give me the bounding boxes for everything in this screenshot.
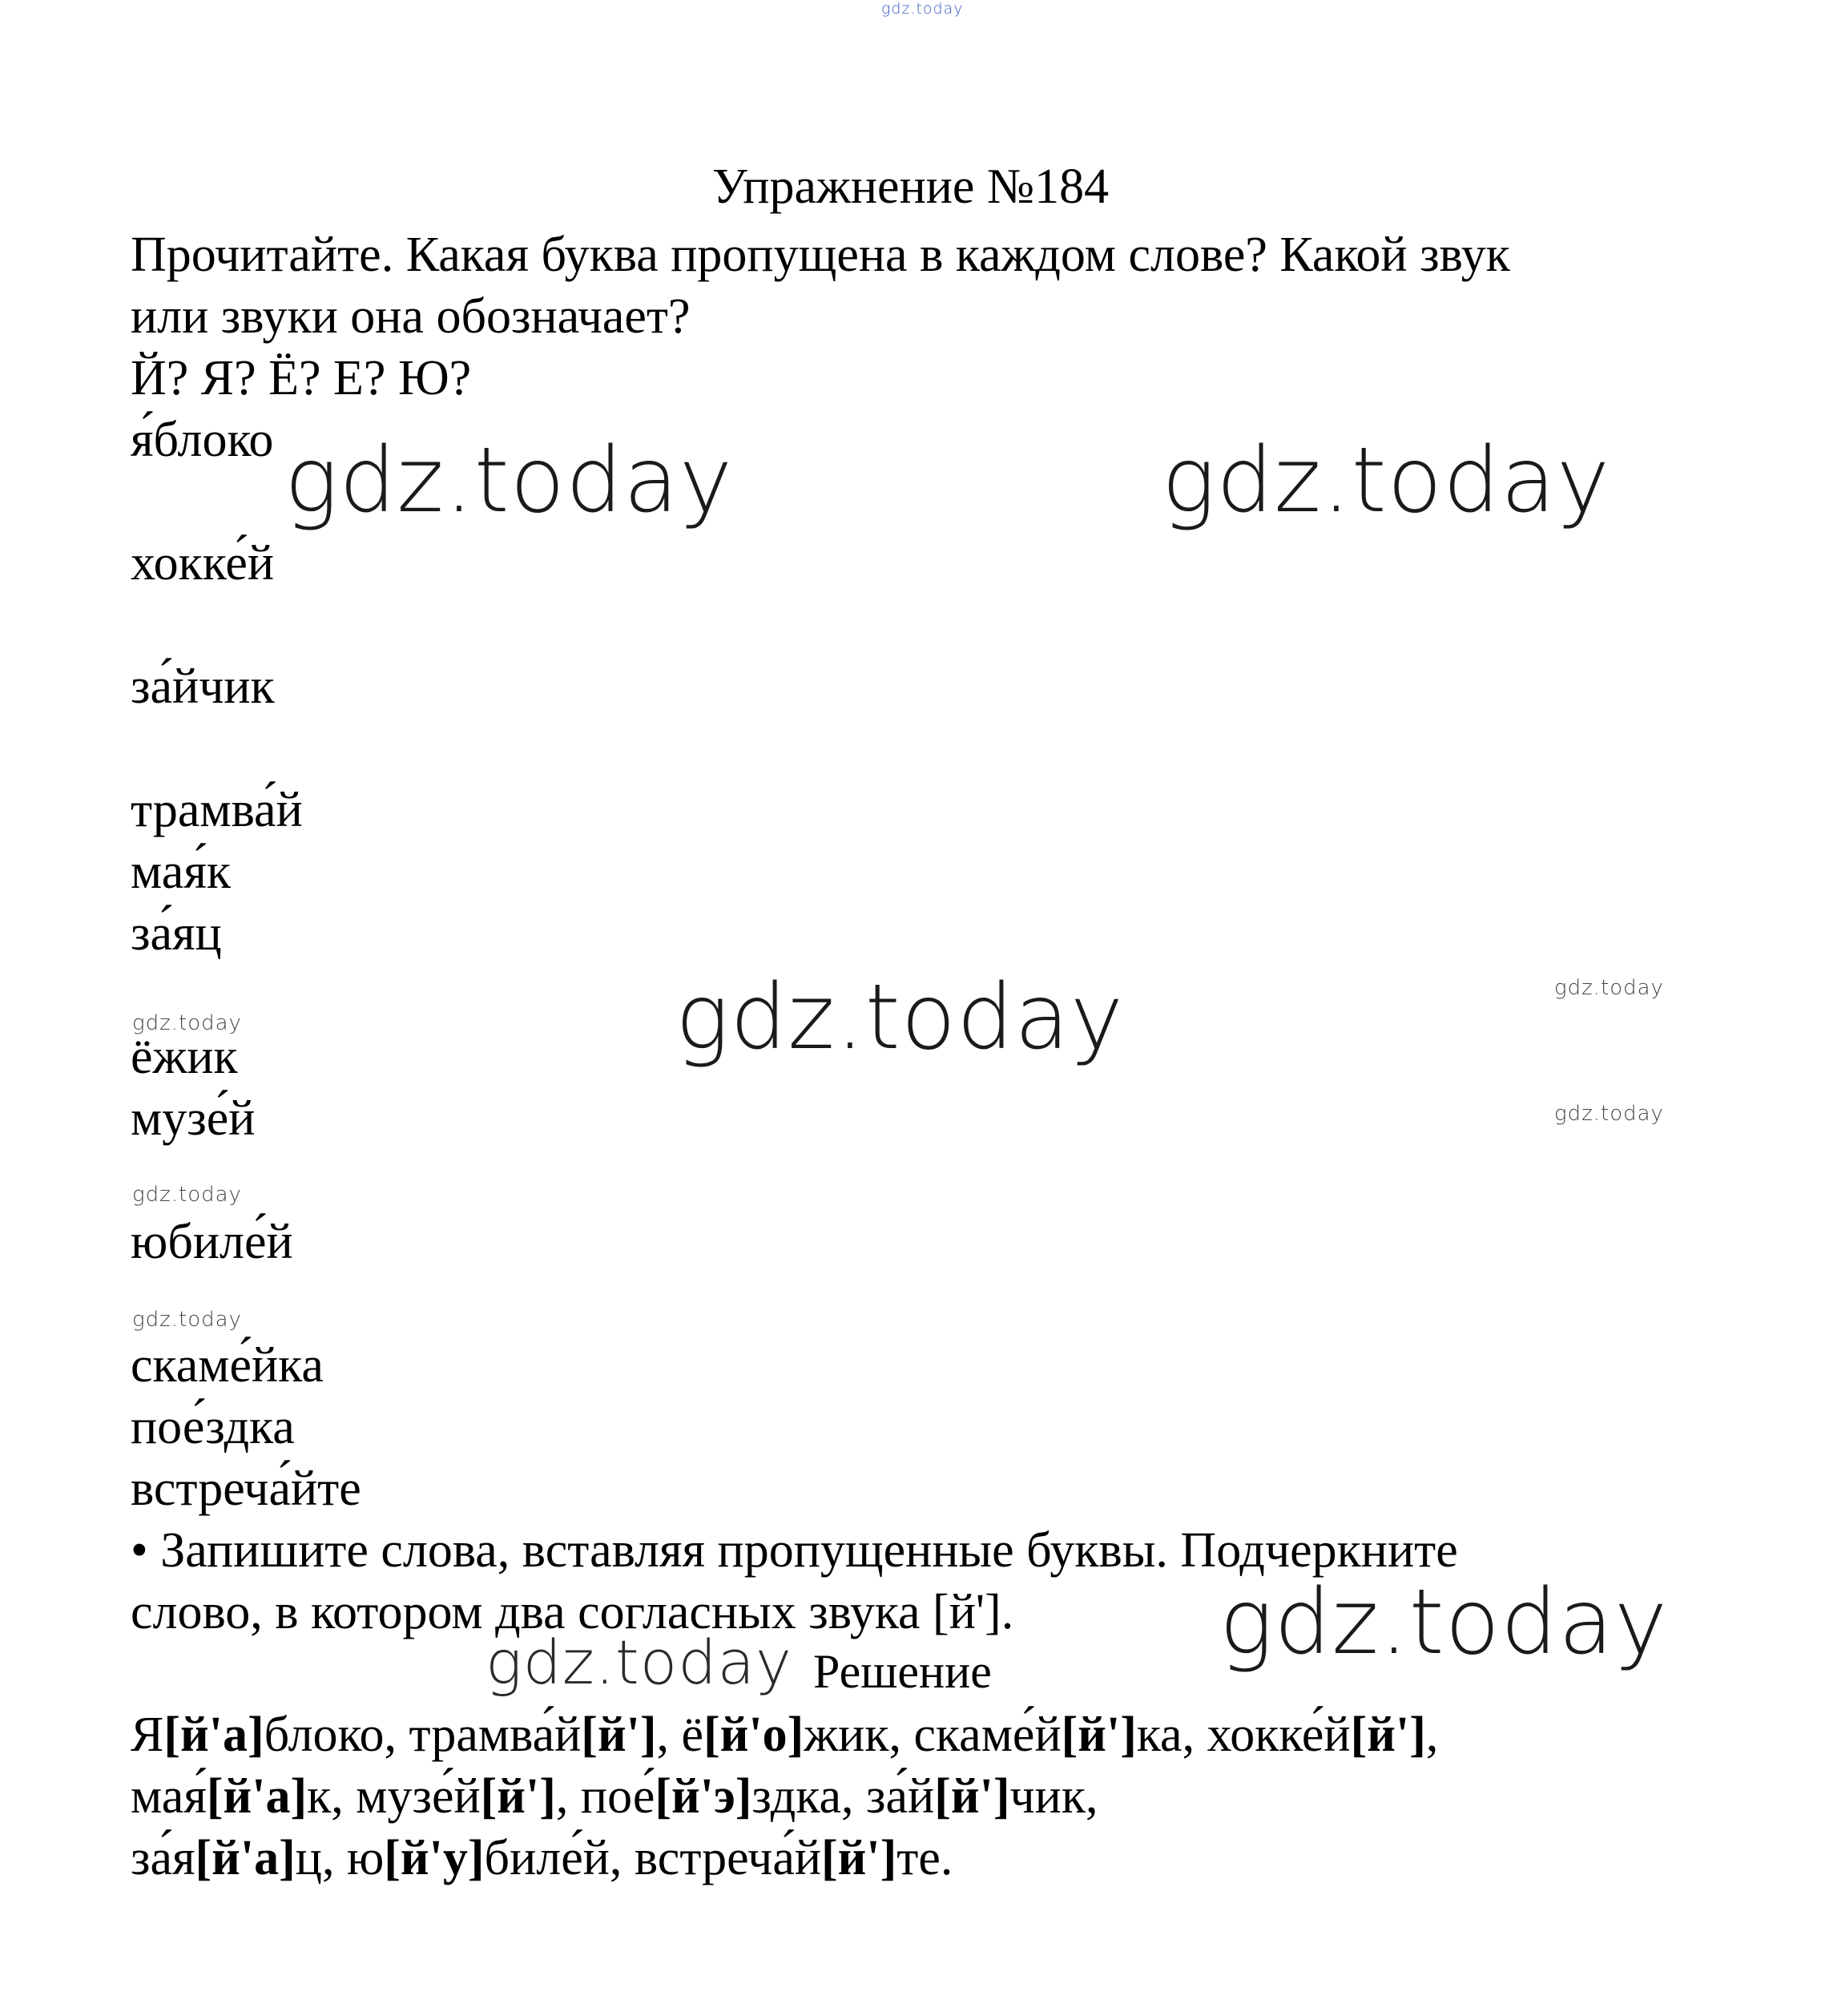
watermark-small: gdz.today [132, 1011, 242, 1035]
word-item: за́йчик [131, 659, 275, 714]
task-letters: Й? Я? Ё? Е? Ю? [131, 351, 472, 405]
word-item: музе́й [131, 1091, 256, 1146]
transcription-segment: [й'] [480, 1769, 556, 1824]
word-item: я́блоко [131, 413, 274, 467]
transcription-segment: [й'а] [195, 1831, 296, 1885]
watermark-medium: gdz.today [485, 1627, 792, 1698]
watermark-large: gdz.today [1162, 429, 1611, 533]
transcription-segment: [й'а] [206, 1769, 308, 1824]
transcription-segment: [й'] [934, 1769, 1010, 1824]
answer-text-segment: те. [896, 1831, 953, 1885]
answer-text-segment: ка, хокке́й [1136, 1708, 1351, 1762]
answer-text-segment: биле́й, встреча́й [484, 1831, 822, 1885]
watermark-large: gdz.today [1219, 1570, 1669, 1675]
watermark-small: gdz.today [1554, 976, 1664, 1000]
answer-line-3 [131, 1827, 953, 1889]
instruction-line-2: слово, в котором два согласных звука [й']. [131, 1585, 1014, 1639]
answer-text-segment: здка, за́й [751, 1769, 935, 1824]
answer-text-segment: к, музе́й [307, 1769, 481, 1824]
answer-text-segment: , ё [656, 1708, 704, 1762]
transcription-segment: [й'] [1350, 1708, 1426, 1762]
answer-text-segment: Я [131, 1708, 164, 1762]
word-item: встреча́йте [131, 1462, 361, 1516]
watermark-small: gdz.today [132, 1183, 242, 1207]
word-item: скаме́йка [131, 1338, 324, 1393]
answer-text-segment: блоко, трамва́й [264, 1708, 582, 1762]
transcription-segment: [й'] [581, 1708, 657, 1762]
word-item: юбиле́й [131, 1215, 293, 1269]
exercise-title: Упражнение №184 [711, 159, 1110, 214]
instruction-line-1: • Запишите слова, вставляя пропущенные буквы. Подчеркните [131, 1523, 1458, 1578]
watermark-small: gdz.today [1554, 1102, 1664, 1126]
word-item: за́яц [131, 906, 222, 961]
answer-text-segment: чик, [1009, 1769, 1098, 1824]
word-item: трамва́й [131, 783, 303, 837]
task-line-2: или звуки она обозначает? [131, 289, 691, 344]
word-item: пое́здка [131, 1400, 295, 1454]
watermark-large: gdz.today [675, 966, 1125, 1070]
task-line-1: Прочитайте. Какая буква пропущена в каждом слове? Какой звук [131, 228, 1510, 282]
answer-text-segment: , пое́ [555, 1769, 655, 1824]
word-item: мая́к [131, 845, 231, 899]
watermark-large: gdz.today [284, 429, 734, 533]
solution-title: Решение [813, 1645, 992, 1698]
answer-text-segment: мая́ [131, 1769, 207, 1824]
word-item: ёжик [131, 1030, 238, 1084]
transcription-segment: [й'] [821, 1831, 897, 1885]
transcription-segment: [й'э] [655, 1769, 752, 1824]
transcription-segment: [й'у] [384, 1831, 485, 1885]
answer-text-segment: ц, ю [295, 1831, 385, 1885]
word-item: хокке́й [131, 536, 275, 591]
answer-text-segment: , [1425, 1708, 1439, 1762]
transcription-segment: [й'о] [703, 1708, 804, 1762]
top-watermark: gdz.today [881, 0, 964, 18]
watermark-small: gdz.today [132, 1308, 242, 1332]
answer-line-1 [131, 1704, 1438, 1766]
answer-text-segment: жик, скаме́й [804, 1708, 1062, 1762]
transcription-segment: [й'] [1061, 1708, 1137, 1762]
transcription-segment: [й'а] [163, 1708, 264, 1762]
answer-line-2 [131, 1765, 1098, 1828]
answer-text-segment: за́я [131, 1831, 195, 1885]
